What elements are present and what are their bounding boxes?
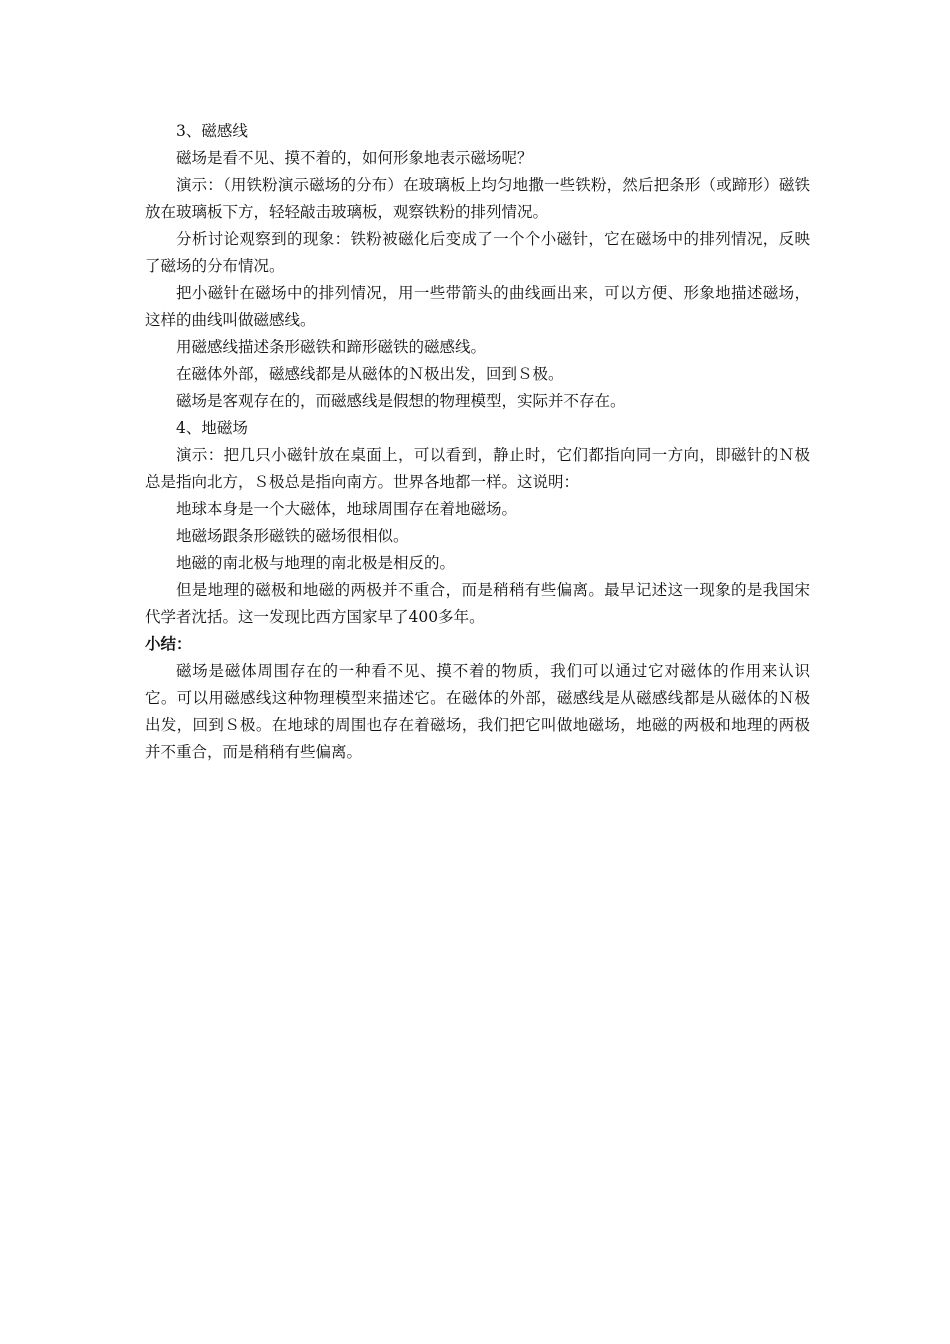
- paragraph: 但是地理的磁极和地磁的两极并不重合，而是稍稍有些偏离。最早记述这一现象的是我国宋代学者沈括。这一发现比西方国家早了400多年。: [145, 581, 810, 626]
- paragraph: 演示：把几只小磁针放在桌面上，可以看到，静止时，它们都指向同一方向，即磁针的Ｎ极总是指向北方，Ｓ极总是指向南方。世界各地都一样。这说明：: [145, 446, 810, 491]
- summary-title: 小结：: [145, 635, 192, 653]
- paragraph: 演示：（用铁粉演示磁场的分布）在玻璃板上均匀地撒一些铁粉，然后把条形（或蹄形）磁铁放在玻璃板下方，轻轻敲击玻璃板，观察铁粉的排列情况。: [145, 176, 810, 221]
- paragraph: 磁场是看不见、摸不着的，如何形象地表示磁场呢？: [176, 149, 533, 167]
- section-3-title: 3、磁感线: [176, 122, 248, 140]
- document-page: [145, 118, 810, 766]
- paragraph: 在磁体外部，磁感线都是从磁体的Ｎ极出发，回到Ｓ极。: [176, 365, 564, 383]
- paragraph: 地磁场跟条形磁铁的磁场很相似。: [176, 527, 409, 545]
- paragraph: 地球本身是一个大磁体，地球周围存在着地磁场。: [176, 500, 518, 518]
- paragraph: 分析讨论观察到的现象：铁粉被磁化后变成了一个个小磁针，它在磁场中的排列情况，反映了磁场的分布情况。: [145, 230, 810, 275]
- paragraph: 用磁感线描述条形磁铁和蹄形磁铁的磁感线。: [176, 338, 487, 356]
- paragraph: 磁场是客观存在的，而磁感线是假想的物理模型，实际并不存在。: [176, 392, 626, 410]
- paragraph: 把小磁针在磁场中的排列情况，用一些带箭头的曲线画出来，可以方便、形象地描述磁场，这样的曲线叫做磁感线。: [145, 284, 810, 329]
- section-4-title: 4、地磁场: [176, 419, 248, 437]
- summary-paragraph: 磁场是磁体周围存在的一种看不见、摸不着的物质，我们可以通过它对磁体的作用来认识它。可以用磁感线这种物理模型来描述它。在磁体的外部，磁感线是从磁感线都是从磁体的Ｎ极出发，回到Ｓ极。在地球的周围也存在着磁场，我们把它叫做地磁场，地磁的两极和地理的两极并不重合，而是稍稍有些偏离。: [145, 662, 810, 761]
- paragraph: 地磁的南北极与地理的南北极是相反的。: [176, 554, 456, 572]
